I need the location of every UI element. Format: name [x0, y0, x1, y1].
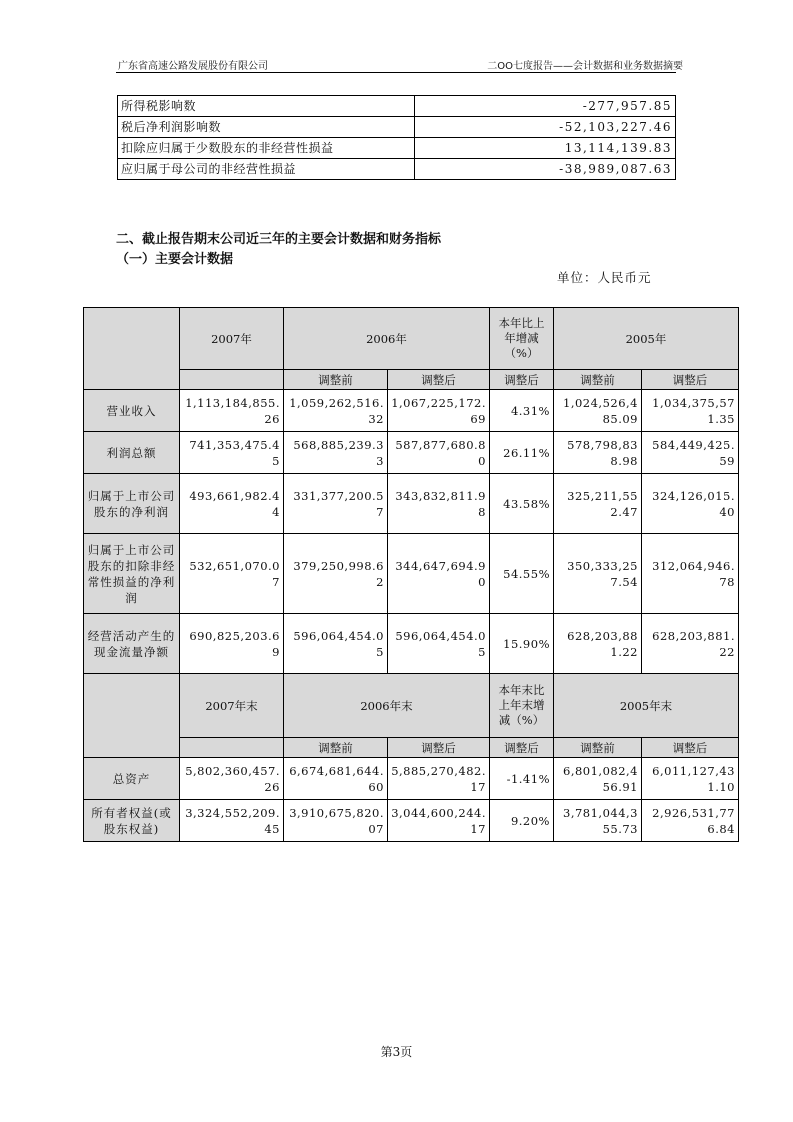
- cell-2006-after: 596,064,454.05: [388, 614, 490, 674]
- cell-2006-after: 3,044,600,244.17: [388, 800, 490, 842]
- cell-change: 15.90%: [490, 614, 554, 674]
- cell-2006-before: 6,674,681,644.60: [284, 758, 388, 800]
- table-subheader-row: [84, 738, 739, 758]
- cell-2005-after: 312,064,946.78: [642, 534, 739, 614]
- cell-change: 4.31%: [490, 390, 554, 432]
- cell-change: -1.41%: [490, 758, 554, 800]
- currency-unit: 单位：人民币元: [557, 270, 652, 285]
- table-row: [118, 138, 676, 159]
- row-label: 总资产: [84, 758, 180, 800]
- header-2007-end: 2007年末: [180, 674, 284, 738]
- header-2007: 2007年: [180, 308, 284, 370]
- cell-2005-before: 3,781,044,355.73: [554, 800, 642, 842]
- subheader-2005-before: 调整前: [554, 370, 642, 390]
- row-value: -38,989,087.63: [415, 159, 676, 180]
- non-recurring-summary-table: [117, 95, 676, 180]
- table-row: [118, 96, 676, 117]
- table-row: [84, 534, 739, 614]
- table-row: [84, 432, 739, 474]
- row-label: 应归属于母公司的非经营性损益: [118, 159, 415, 180]
- main-accounting-data-table: [83, 307, 739, 842]
- table-header-row: [84, 308, 739, 370]
- row-label: 归属于上市公司股东的扣除非经常性损益的净利润: [84, 534, 180, 614]
- cell-change: 54.55%: [490, 534, 554, 614]
- cell-2006-after: 343,832,811.98: [388, 474, 490, 534]
- table-subheader-row: [84, 370, 739, 390]
- cell-2006-before: 1,059,262,516.32: [284, 390, 388, 432]
- subheader-blank-cell: [180, 370, 284, 390]
- table-row: [118, 159, 676, 180]
- subheader-2006-after: 调整后: [388, 738, 490, 758]
- cell-change: 43.58%: [490, 474, 554, 534]
- table-row: [118, 117, 676, 138]
- table-row: [84, 474, 739, 534]
- header-2006-end: 2006年末: [284, 674, 490, 738]
- header-change-end: 本年末比上年末增减（%）: [490, 674, 554, 738]
- header-blank-cell: [84, 308, 180, 390]
- cell-2005-before: 325,211,552.47: [554, 474, 642, 534]
- subheader-2006-before: 调整前: [284, 738, 388, 758]
- table-row: [84, 390, 739, 432]
- row-label: 利润总额: [84, 432, 180, 474]
- row-value: -52,103,227.46: [415, 117, 676, 138]
- cell-2006-before: 379,250,998.62: [284, 534, 388, 614]
- table-header-row: [84, 674, 739, 738]
- cell-2007: 493,661,982.44: [180, 474, 284, 534]
- cell-change: 26.11%: [490, 432, 554, 474]
- cell-change: 9.20%: [490, 800, 554, 842]
- cell-2006-before: 331,377,200.57: [284, 474, 388, 534]
- cell-2005-before: 1,024,526,485.09: [554, 390, 642, 432]
- cell-2006-before: 3,910,675,820.07: [284, 800, 388, 842]
- section-title: 二、截止报告期末公司近三年的主要会计数据和财务指标: [116, 232, 442, 247]
- row-value: -277,957.85: [415, 96, 676, 117]
- header-2005: 2005年: [554, 308, 739, 370]
- cell-2006-before: 596,064,454.05: [284, 614, 388, 674]
- cell-2006-after: 344,647,694.90: [388, 534, 490, 614]
- subheader-blank-cell: [180, 738, 284, 758]
- cell-2007: 3,324,552,209.45: [180, 800, 284, 842]
- table-row: [84, 758, 739, 800]
- subheader-change-after: 调整后: [490, 370, 554, 390]
- cell-2006-before: 568,885,239.33: [284, 432, 388, 474]
- header-report-title: 二OO七度报告——会计数据和业务数据摘要: [487, 61, 683, 72]
- cell-2005-after: 6,011,127,431.10: [642, 758, 739, 800]
- cell-2006-after: 587,877,680.80: [388, 432, 490, 474]
- subheader-2006-before: 调整前: [284, 370, 388, 390]
- cell-2005-after: 2,926,531,776.84: [642, 800, 739, 842]
- row-label: 经营活动产生的现金流量净额: [84, 614, 180, 674]
- header-company: 广东省高速公路发展股份有限公司: [118, 61, 268, 72]
- cell-2007: 532,651,070.07: [180, 534, 284, 614]
- header-divider: [116, 72, 676, 73]
- header-blank-cell: [84, 674, 180, 758]
- cell-2005-before: 6,801,082,456.91: [554, 758, 642, 800]
- subheader-change-after: 调整后: [490, 738, 554, 758]
- cell-2005-before: 578,798,838.98: [554, 432, 642, 474]
- cell-2007: 5,802,360,457.26: [180, 758, 284, 800]
- header-2006: 2006年: [284, 308, 490, 370]
- cell-2006-after: 5,885,270,482.17: [388, 758, 490, 800]
- row-label: 归属于上市公司股东的净利润: [84, 474, 180, 534]
- header-change: 本年比上年增减（%）: [490, 308, 554, 370]
- subheader-2006-after: 调整后: [388, 370, 490, 390]
- cell-2005-before: 628,203,881.22: [554, 614, 642, 674]
- row-label: 营业收入: [84, 390, 180, 432]
- subheader-2005-after: 调整后: [642, 738, 739, 758]
- cell-2007: 1,113,184,855.26: [180, 390, 284, 432]
- cell-2005-after: 584,449,425.59: [642, 432, 739, 474]
- row-label: 扣除应归属于少数股东的非经营性损益: [118, 138, 415, 159]
- cell-2005-after: 324,126,015.40: [642, 474, 739, 534]
- table-row: [84, 614, 739, 674]
- subheader-2005-after: 调整后: [642, 370, 739, 390]
- cell-2005-after: 628,203,881.22: [642, 614, 739, 674]
- section-subtitle: （一）主要会计数据: [116, 252, 234, 267]
- table-row: [84, 800, 739, 842]
- cell-2007: 690,825,203.69: [180, 614, 284, 674]
- cell-2006-after: 1,067,225,172.69: [388, 390, 490, 432]
- cell-2005-after: 1,034,375,571.35: [642, 390, 739, 432]
- row-label: 所有者权益(或股东权益): [84, 800, 180, 842]
- subheader-2005-before: 调整前: [554, 738, 642, 758]
- row-value: 13,114,139.83: [415, 138, 676, 159]
- row-label: 税后净利润影响数: [118, 117, 415, 138]
- page-number: 第3页: [380, 1045, 413, 1059]
- cell-2005-before: 350,333,257.54: [554, 534, 642, 614]
- header-2005-end: 2005年末: [554, 674, 739, 738]
- cell-2007: 741,353,475.45: [180, 432, 284, 474]
- row-label: 所得税影响数: [118, 96, 415, 117]
